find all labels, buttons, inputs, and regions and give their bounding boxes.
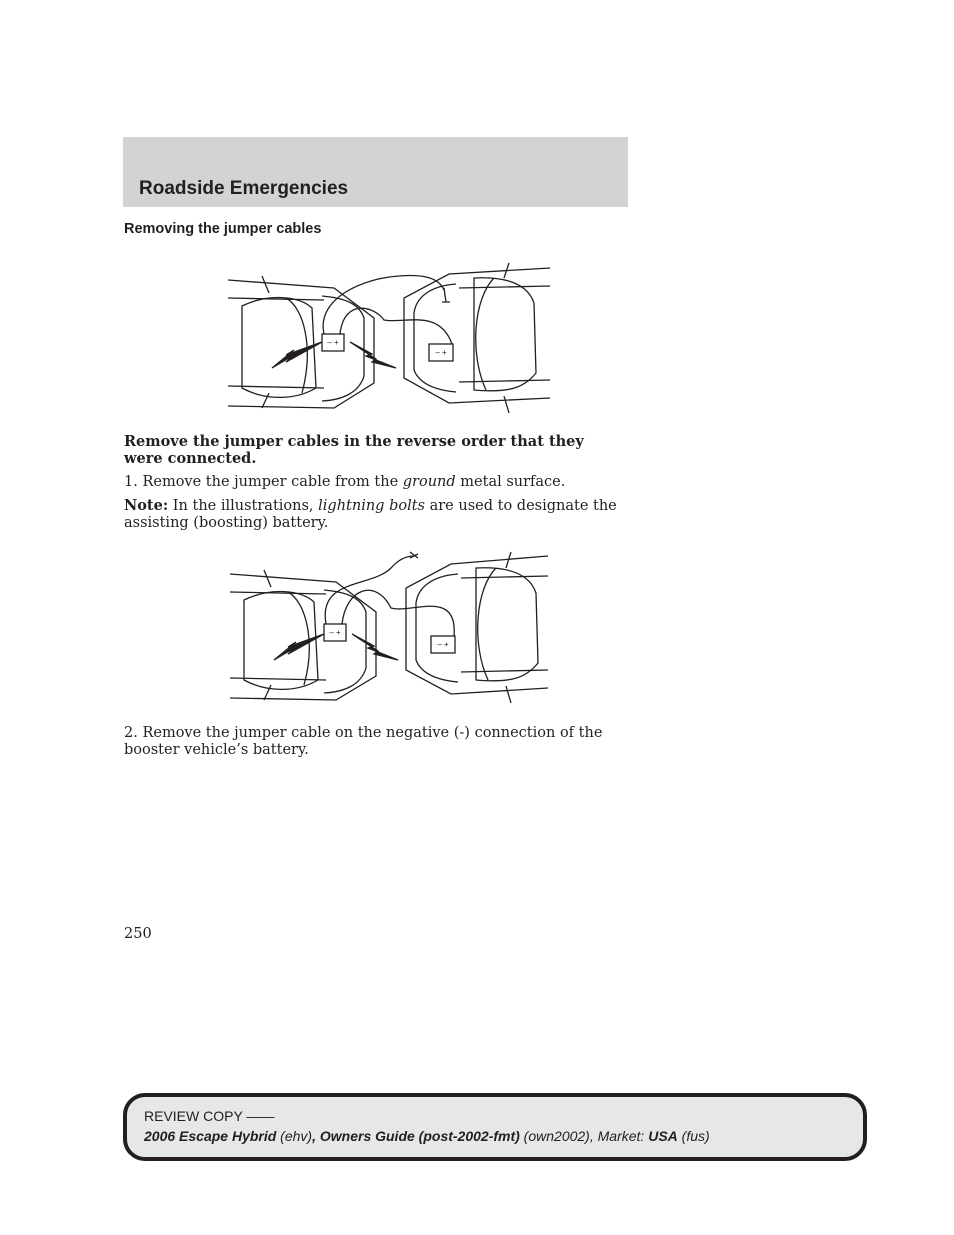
svg-text:– +: – + (327, 338, 339, 347)
lightning-bolt-icon (352, 634, 398, 660)
battery-right (429, 344, 453, 361)
battery-left (324, 624, 346, 641)
footer-guide-code: (own2002) (519, 1128, 590, 1144)
step-2: 2. Remove the jumper cable on the negative (-) connection of the booster vehicle’s battery. (124, 725, 603, 758)
review-copy-footer (123, 1093, 867, 1161)
svg-text:– +: – + (329, 628, 341, 637)
footer-model: 2006 Escape Hybrid (144, 1128, 277, 1144)
svg-text:– +: – + (437, 640, 449, 649)
jumper-cable (340, 308, 452, 344)
note-label: Note: (124, 497, 169, 514)
assisted-car-drawing (228, 276, 374, 408)
step-1-text-end: metal surface. (455, 474, 566, 490)
battery-left (322, 334, 344, 351)
step-1-text: 1. Remove the jumper cable from the (124, 474, 403, 490)
page-number: 250 (124, 926, 152, 942)
note-text: In the illustrations, (168, 498, 319, 514)
lightning-bolt-icon (350, 342, 396, 368)
note-text-end: are used to designate the assisting (boosting) battery. (124, 498, 617, 531)
note (124, 498, 624, 531)
step-1-emphasis: ground (402, 474, 456, 490)
reverse-order-instruction: Remove the jumper cables in the reverse order that they were connected. (124, 433, 584, 467)
note-emphasis: lightning bolts (318, 498, 425, 514)
footer-market-code: (fus) (677, 1128, 710, 1144)
jumper-cable-illustration-2 (226, 548, 556, 710)
section-header-band (123, 137, 628, 207)
booster-car-drawing (406, 552, 548, 703)
footer-guide: , Owners Guide (post-2002-fmt) (312, 1128, 520, 1144)
footer-publication-info (144, 1128, 710, 1144)
footer-review-copy: REVIEW COPY —— (144, 1108, 275, 1124)
jumper-cable-illustration-1 (224, 258, 554, 420)
ground-clamp (442, 288, 450, 302)
disconnected-clamp (410, 552, 418, 558)
svg-text:– +: – + (435, 348, 447, 357)
subheading: Removing the jumper cables (124, 221, 322, 237)
footer-model-code: (ehv) (276, 1128, 313, 1144)
jumper-cable (342, 590, 454, 636)
section-title: Roadside Emergencies (139, 178, 349, 199)
footer-market: USA (648, 1128, 678, 1144)
footer-market-label: , Market: (589, 1128, 649, 1144)
booster-car-drawing (404, 263, 550, 413)
step-1 (124, 474, 624, 491)
battery-right (431, 636, 455, 653)
